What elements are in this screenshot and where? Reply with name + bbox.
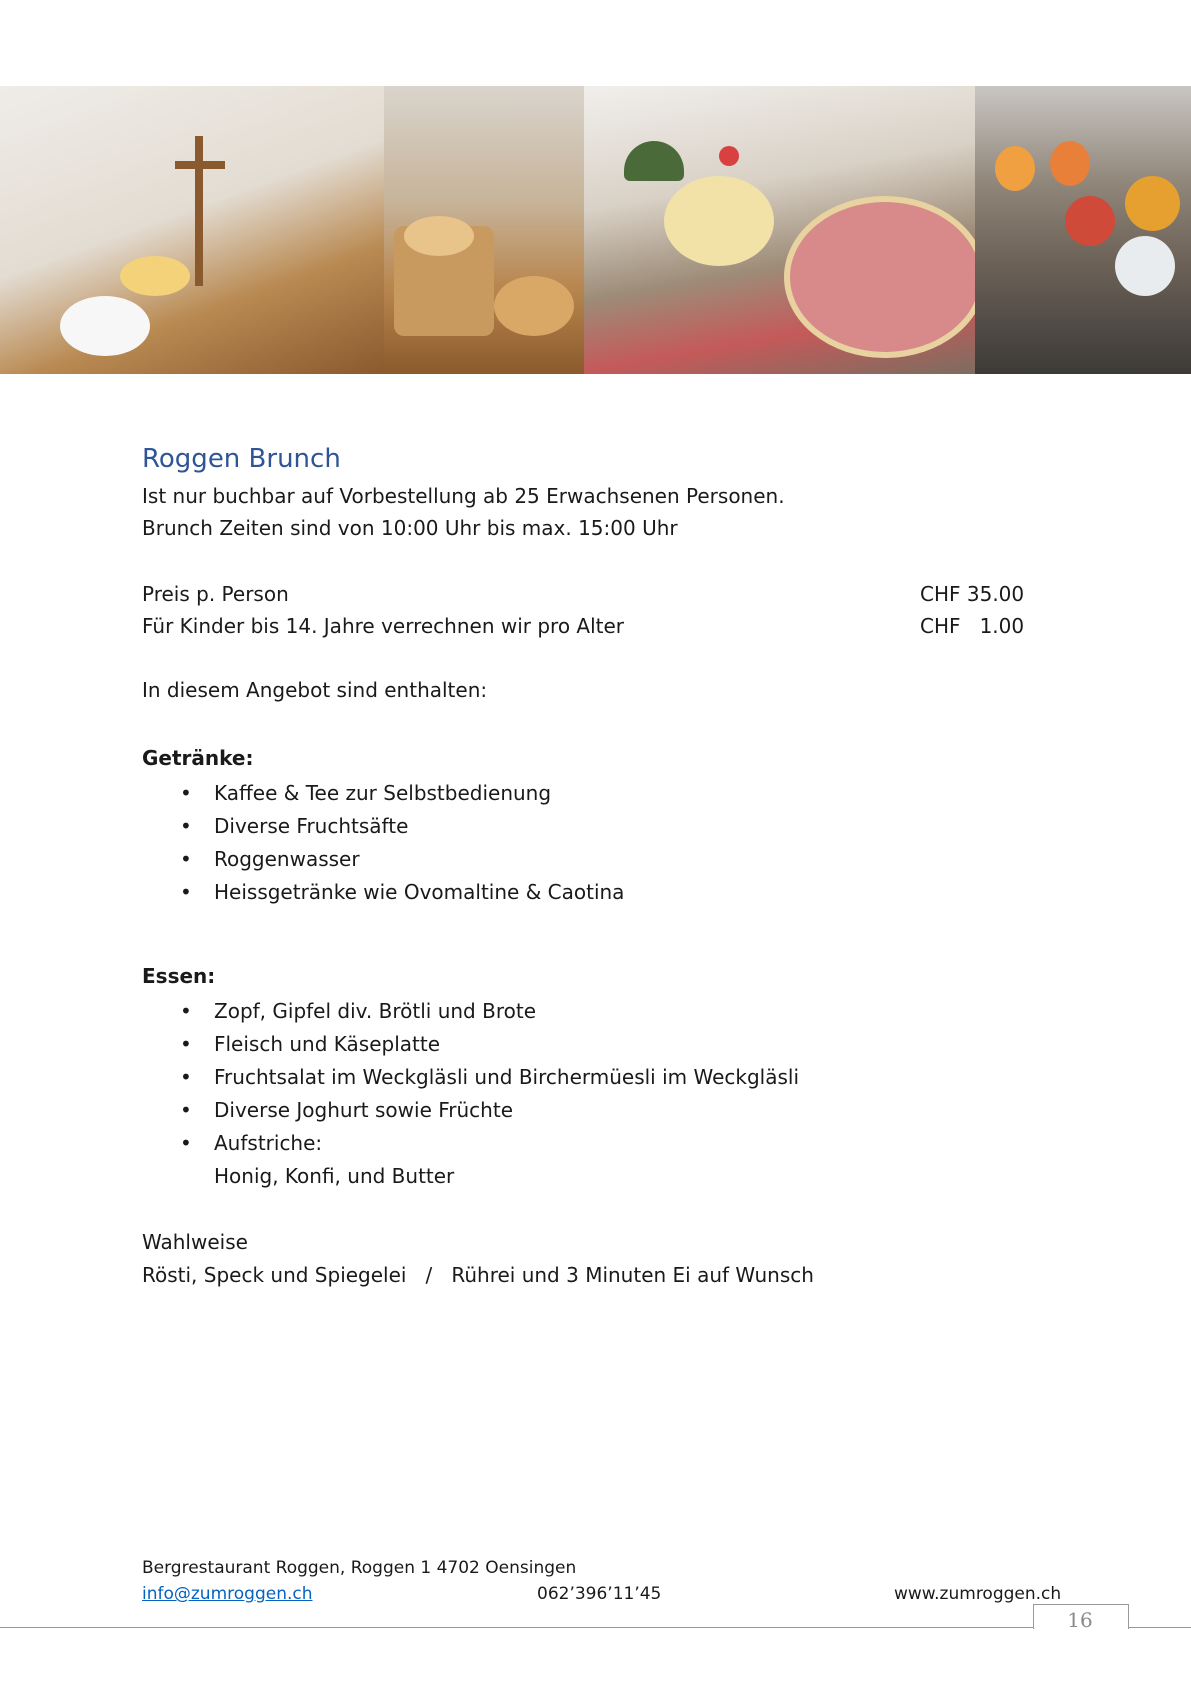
price-label-adult: Preis p. Person <box>142 582 289 606</box>
spreads-detail: Honig, Konfi, und Butter <box>214 1164 455 1188</box>
intro-line-1: Ist nur buchbar auf Vorbestellung ab 25 Erwachsenen Personen. <box>142 484 785 508</box>
price-value-child: CHF 1.00 <box>920 614 1025 638</box>
footer-email-link[interactable]: info@zumroggen.ch <box>142 1584 313 1604</box>
choice-text: Rösti, Speck und Spiegelei / Rührei und 3 Minuten Ei auf Wunsch <box>142 1263 814 1287</box>
footer-address: Bergrestaurant Roggen, Roggen 1 4702 Oensingen <box>142 1558 577 1578</box>
list-item: Heissgetränke wie Ovomaltine & Caotina <box>214 880 625 904</box>
bread-basket-photo <box>384 86 584 374</box>
list-item: Aufstriche: <box>214 1131 323 1155</box>
footer-phone: 062’396’11’45 <box>537 1584 662 1604</box>
included-label: In diesem Angebot sind enthalten: <box>142 678 488 702</box>
bullet-icon: • <box>180 781 192 805</box>
bullet-icon: • <box>180 814 192 838</box>
list-item: Fleisch und Käseplatte <box>214 1032 441 1056</box>
footer-divider <box>0 1627 1191 1628</box>
list-item: Zopf, Gipfel div. Brötli und Brote <box>214 999 536 1023</box>
list-item: Roggenwasser <box>214 847 360 871</box>
list-item: Diverse Joghurt sowie Früchte <box>214 1098 514 1122</box>
choice-label: Wahlweise <box>142 1230 248 1254</box>
buffet-cart-photo <box>0 86 384 374</box>
list-item: Fruchtsalat im Weckgläsli und Birchermüesli im Weckgläsli <box>214 1065 800 1089</box>
bullet-icon: • <box>180 999 192 1023</box>
bullet-icon: • <box>180 1032 192 1056</box>
drinks-heading: Getränke: <box>142 746 254 770</box>
price-label-child: Für Kinder bis 14. Jahre verrechnen wir pro Alter <box>142 614 625 638</box>
juice-glasses-photo <box>975 86 1191 374</box>
food-heading: Essen: <box>142 964 216 988</box>
bullet-icon: • <box>180 1065 192 1089</box>
page-number: 16 <box>1067 1608 1093 1632</box>
list-item: Kaffee & Tee zur Selbstbedienung <box>214 781 552 805</box>
price-value-adult: CHF 35.00 <box>920 582 1025 606</box>
cheese-meat-platter-photo <box>584 86 975 374</box>
bullet-icon: • <box>180 1098 192 1122</box>
bullet-icon: • <box>180 880 192 904</box>
photo-strip <box>0 86 1191 374</box>
section-title: Roggen Brunch <box>142 444 341 474</box>
footer-website: www.zumroggen.ch <box>894 1584 1062 1604</box>
list-item: Diverse Fruchtsäfte <box>214 814 409 838</box>
intro-line-2: Brunch Zeiten sind von 10:00 Uhr bis max. 15:00 Uhr <box>142 516 678 540</box>
bullet-icon: • <box>180 847 192 871</box>
bullet-icon: • <box>180 1131 192 1155</box>
